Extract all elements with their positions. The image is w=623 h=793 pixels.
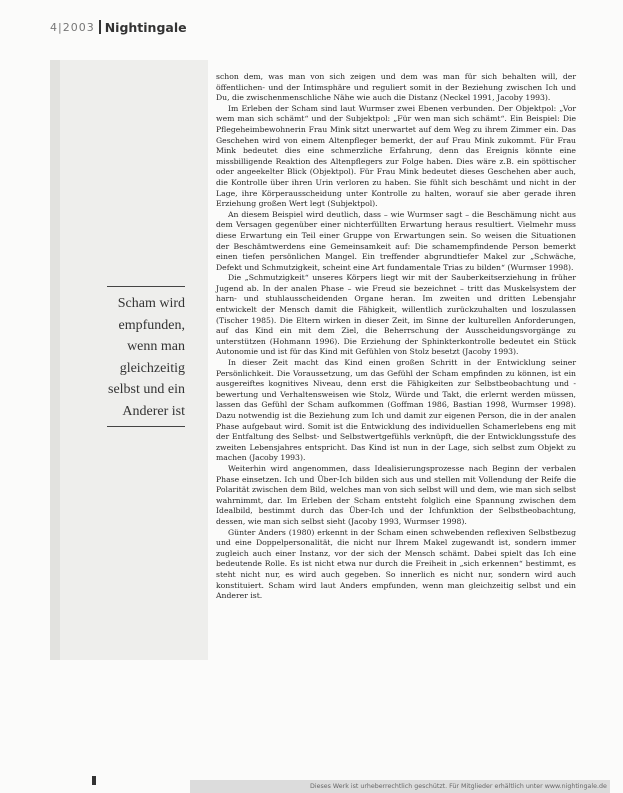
paragraph: Im Erleben der Scham sind laut Wurmser zwei Ebenen verbunden. Der Objektpol: „Vor wem man sich schämt“ und der Subjektpol: „Für wen man sich schämt“. Ein Beispiel: Die Pflegeheimbewohnerin Frau Mink sitzt unerwartet auf dem Weg zu ihrem Zimmer ein. Das Geschehen wird von einem Altenpfleger bemerkt, der auf Frau Mink zukommt. Für Frau Mink bedeutet dies eine schmerzliche Erfahrung, denn das Ereignis könnte eine missbilligende Reaktion des Altenpflegers zur Folge haben. Dies wäre z.B. ein spöttischer oder angeekelter Blick (Objektpol). Für Frau Mink bedeutet dieses Geschehen aber auch, die Kontrolle über ihren Urin verloren zu haben. Sie fühlt sich beschämt und nicht in der Lage, ihre Körperausscheidung unter Kontrolle zu halten, worauf sie aber gerade ihren Erziehung großen Wert legt (Subjektpol).	[216, 103, 576, 209]
paragraph: In dieser Zeit macht das Kind einen großen Schritt in der Entwicklung seiner Persönlichkeit. Die Voraussetzung, um das Gefühl der Scham empfinden zu können, ist ein ausgereiftes kognitives Niveau, denn erst die Fähigkeiten zur Selbstbeobachtung und -bewertung und Verhaltensweisen wie Stolz, Würde und Takt, die erlernt werden müssen, lassen das Gefühl der Scham aufkommen (Goffman 1986, Bastian 1998, Wurmser 1998). Dazu notwendig ist die Beziehung zum Ich und damit zur eigenen Person, die in der analen Phase aufgebaut wird. Somit ist die Entwicklung des individuellen Schamerlebens eng mit der Entfaltung des Selbst- und Selbstwertgefühls verknüpft, die der Entwicklungsstufe des zweiten Lebensjahres entspricht. Das Kind ist nun in der Lage, sich selbst zum Objekt zu machen (Jacoby 1993).	[216, 358, 576, 463]
issue-number: 4|2003	[50, 20, 95, 34]
magazine-title: Nightingale	[104, 19, 187, 35]
footer-notice: Dieses Werk ist urheberrechtlich geschützt. Für Mitglieder erhältlich unter www.nightingale.de	[190, 780, 610, 793]
paragraph: Die „Schmutzigkeit“ unseres Körpers liegt wir mit der Sauberkeitserziehung in früher Jugend ab. In der analen Phase – wie Freud sie bezeichnet – tritt das Muskelsystem der harn- und stuhlausscheidenden Organe heran. Im zweiten und dritten Lebensjahr entwickelt der Mensch damit die Fähigkeit, willentlich zurückzuhalten und loszulassen (Tischer 1985). Die Eltern wirken in dieser Zeit, im Sinne der kulturellen Anforderungen, auf das Kind ein mit dem Ziel, die Beherrschung der Ausscheidungsvorgänge zu unterstützen (Hohmann 1996). Die Erziehung der Sphinkterkontrolle bedeutet ein Stück Autonomie und ist für das Kind mit Gefühlen von Stolz besetzt (Jacoby 1993).	[216, 273, 576, 357]
pull-quote-line: Scham wird	[117, 296, 185, 311]
pull-quote-line: wenn man	[127, 339, 185, 354]
running-header	[50, 18, 187, 36]
paragraph: schon dem, was man von sich zeigen und dem was man für sich behalten will, der öffentlichen- und der Intimsphäre und reguliert somit in der Beziehung zwischen Ich und Du, die zwischenmenschliche Nähe wie auch die Distanz (Neckel 1991, Jacoby 1993).	[216, 72, 576, 103]
paragraph: Günter Anders (1980) erkennt in der Scham einen schwebenden reflexiven Selbstbezug und eine Doppelpersonalität, die nicht nur Ihrem Makel zugewandt ist, sondern immer zugleich auch einer Instanz, vor der sich der Mensch schämt. Dabei spielt das Ich eine bedeutende Rolle. Es ist nicht etwa nur durch die Freiheit in „sich erkennen“ bestimmt, es steht nicht nur, es wird auch gegeben. So innerlich es nicht nur, sondern wird auch konstituiert. Scham wird laut Anders empfunden, wenn man gleichzeitig selbst und ein Anderer ist.	[216, 527, 576, 601]
paragraph: Weiterhin wird angenommen, dass Idealisierungsprozesse nach Beginn der verbalen Phase einsetzen. Ich und Über-Ich bilden sich aus und stellen mit Vollendung der Reife die Polarität zwischen dem Bild, welches man von sich selbst will und dem, wie man sich selbst wahrnimmt, dar. Im Erleben der Scham entsteht folglich eine Spannung zwischen dem Idealbild, bestimmt durch das Über-Ich und der Ichfunktion der Selbstbeobachtung, dessen, wie man sich selbst sieht (Jacoby 1993, Wurmser 1998).	[216, 463, 576, 526]
article-body	[216, 72, 576, 602]
pull-quote-line: empfunden,	[118, 317, 185, 333]
paragraph: An diesem Beispiel wird deutlich, dass – wie Wurmser sagt – die Beschämung nicht aus dem Versagen gegenüber einer nichterfüllten Erwartung heraus resultiert. Vielmehr muss diese Erwartung ein Teil einer Gruppe von Erwartungen sein. So weisen die Situationen der Beschämtwerdens eine Gemeinsamkeit auf: Die schamempfindende Person bemerkt einen tiefen persönlichen Mangel. Ein treffender abgrundtiefer Makel zur „Schwäche, Defekt und Schmutzigkeit, scheint eine Art fundamentale Trias zu bilden“ (Wurmser 1998).	[216, 209, 576, 272]
pull-quote-line: Anderer ist	[122, 403, 185, 419]
folio-mark	[92, 776, 96, 785]
pull-quote-line: gleichzeitig	[119, 360, 185, 376]
header-divider	[99, 20, 101, 34]
pull-quote	[107, 286, 185, 427]
pull-quote-line: selbst und ein	[108, 382, 185, 397]
